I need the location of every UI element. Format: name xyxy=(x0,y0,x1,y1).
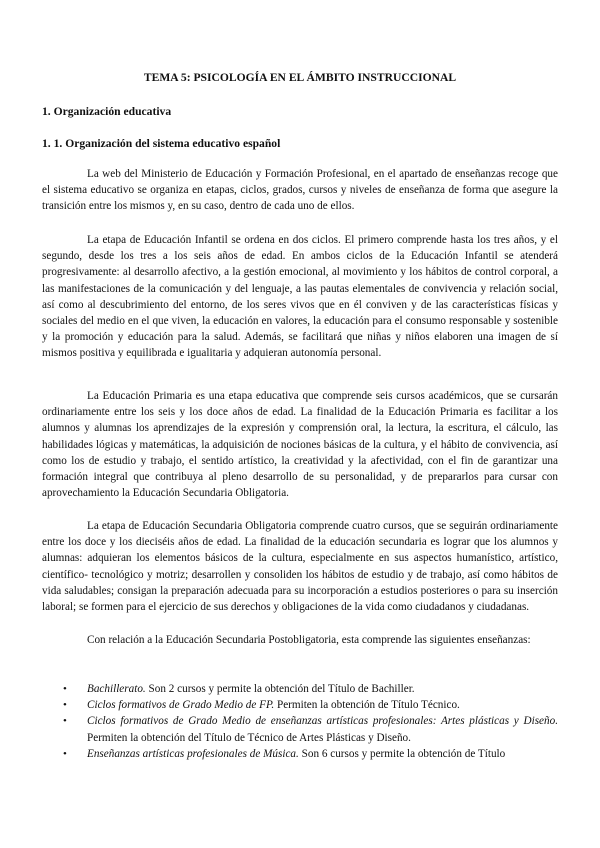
bullet-icon: • xyxy=(63,699,67,712)
section-heading: 1. Organización educativa xyxy=(42,105,172,118)
bullet-icon: • xyxy=(63,747,67,760)
list-item xyxy=(42,697,558,713)
list-item xyxy=(42,681,558,697)
list-item-text: Permiten la obtención de Título Técnico. xyxy=(274,699,460,712)
paragraph-ministry: La web del Ministerio de Educación y Formación Profesional, en el apartado de enseñanzas recoge que el sistema educativo se organiza en etapas, ciclos, grados, cursos y niveles de enseñanza de forma que asegure la transición entre los mismos y, en su caso, dentro de cada uno de ellos. xyxy=(42,168,558,213)
list-item xyxy=(42,713,558,745)
list-item-text: Son 2 cursos y permite la obtención del Título de Bachiller. xyxy=(145,683,415,695)
page-title: TEMA 5: PSICOLOGÍA EN EL ÁMBITO INSTRUCCIONAL xyxy=(143,71,457,84)
paragraph-postobligatoria: Con relación a la Educación Secundaria Postobligatoria, esta comprende las siguientes enseñanzas: xyxy=(87,634,531,646)
list-item-term: Bachillerato. xyxy=(87,683,146,695)
paragraph-infantil: La etapa de Educación Infantil se ordena en dos ciclos. El primero comprende hasta los tres años, y el segundo, desde los tres a los seis años de edad. En ambos ciclos de la Educación Infantil se atenderá progresivamente: al desarrollo afectivo, a la gestión emocional, al movimiento y los hábitos de control corporal, a las manifestaciones de la comunicación y del lenguaje, a las pautas elementales de convivencia y relación social, así como al descubrimiento del entorno, de los seres vivos que en él conviven y de las características físicas y sociales del medio en el que viven, la educación en valores, la educación para el consumo responsable y sostenible y la promoción y educación para la salud. Además, se facilitará que niñas y niños elaboren una imagen de sí mismos positiva y equilibrada e igualitaria y adquieran autonomía personal. xyxy=(42,234,558,360)
bullet-icon: • xyxy=(63,715,67,728)
paragraph-secundaria: La etapa de Educación Secundaria Obligatoria comprende cuatro cursos, que se seguirán ordinariamente entre los doce y los dieciséis años de edad. La finalidad de la educación secundaria es lograr que los alumnos y alumnas: adquieran los elementos básicos de la cultura, especialmente en sus aspectos humanístico, artístico, científico- tecnológico y motriz; desarrollen y consoliden los hábitos de estudio y de trabajo, así como hábitos de vida saludables; consigan la preparación adecuada para su incorporación a estudios posteriores o para su inserción laboral; se formen para el ejercicio de sus derechos y obligaciones de la vida como ciudadanos y ciudadanas. xyxy=(42,520,558,614)
bullet-icon: • xyxy=(63,683,67,695)
paragraph-primaria: La Educación Primaria es una etapa educativa que comprende seis cursos académicos, que se cursarán ordinariamente entre los seis y los doce años de edad. La finalidad de la Educación Primaria es facilitar a los alumnos y alumnas los aprendizajes de la expresión y comprensión oral, la lectura, la escritura, el cálculo, las habilidades lógicas y matemáticas, la adquisición de nociones básicas de la cultura, y el hábito de convivencia, así como los de estudio y trabajo, el sentido artístico, la creatividad y la afectividad, con el fin de garantizar una formación integral que contribuya al pleno desarrollo de su personalidad, y de prepararlos para cursar con aprovechamiento la Educación Secundaria Obligatoria. xyxy=(42,390,558,500)
list-item xyxy=(42,746,558,762)
list-item-term: Ciclos formativos de Grado Medio de FP. xyxy=(87,699,275,712)
subsection-heading: 1. 1. Organización del sistema educativo español xyxy=(42,137,281,150)
list-item-text: Son 6 cursos y permite la obtención de Título xyxy=(298,747,506,760)
list-item-term: Enseñanzas artísticas profesionales de Música. xyxy=(87,747,299,760)
list-item-text: Permiten la obtención del Título de Técnico de Artes Plásticas y Diseño. xyxy=(87,731,411,744)
enseñanzas-list xyxy=(42,681,558,762)
list-item-term: Ciclos formativos de Grado Medio de enseñanzas artísticas profesionales: Artes plásticas y Diseño. xyxy=(87,715,558,728)
